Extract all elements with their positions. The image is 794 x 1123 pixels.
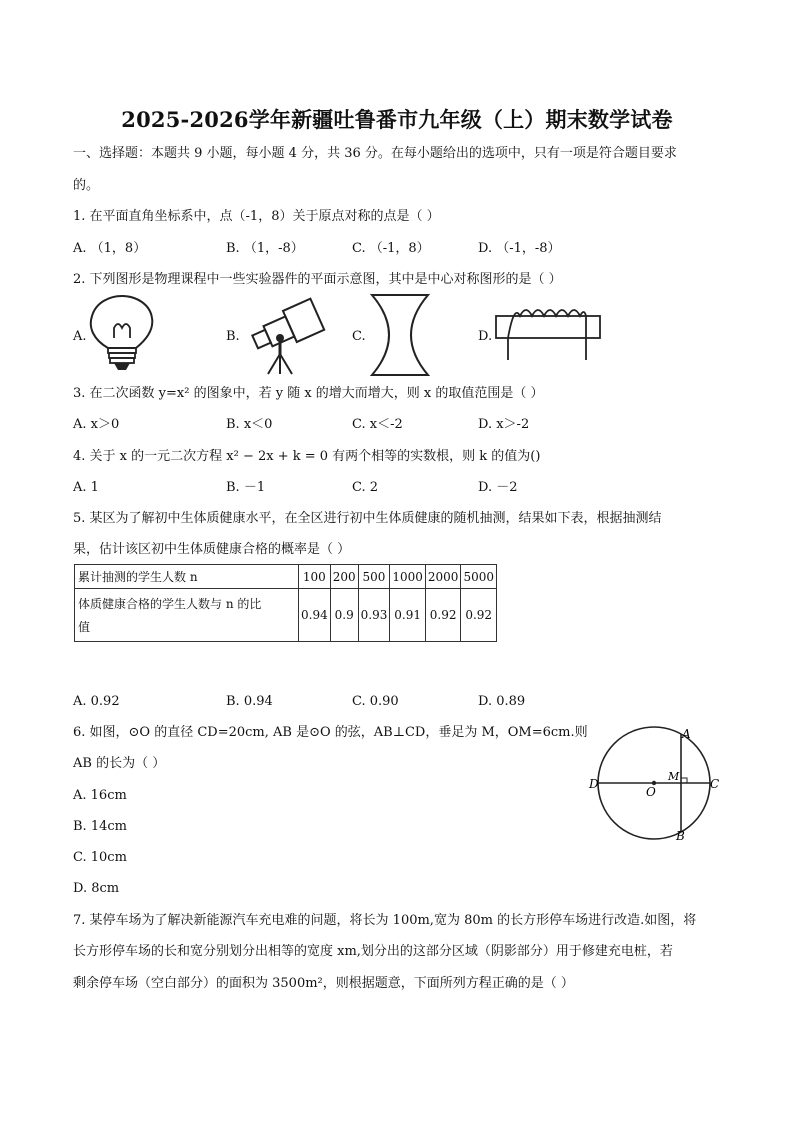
q5-option-b[interactable]: B. 0.94 xyxy=(226,694,273,709)
section-heading: 一、选择题：本题共 9 小题，每小题 4 分，共 36 分。在每小题给出的选项中，只有一项是符合题目要求 xyxy=(73,146,677,161)
results-table xyxy=(74,564,497,642)
q2-option-d[interactable]: D. xyxy=(478,329,493,344)
label-m: M xyxy=(668,770,680,783)
table-cell: 200 xyxy=(330,565,358,589)
q1-option-b[interactable]: B. （1，-8） xyxy=(226,241,304,256)
question-4-stem: 4. 关于 x 的一元二次方程 x² − 2x + k = 0 有两个相等的实数根，则 k 的值为() xyxy=(73,449,541,464)
q2-option-c[interactable]: C. xyxy=(352,329,366,344)
q1-option-d[interactable]: D. （-1，-8） xyxy=(478,241,561,256)
table-header-line: 值 xyxy=(78,620,91,634)
question-6-stem: 6. 如图，⊙O 的直径 CD=20cm, AB 是⊙O 的弦，AB⊥CD，垂足为 M，OM=6cm.则 xyxy=(73,725,588,740)
q1-option-a[interactable]: A. （1，8） xyxy=(73,241,147,256)
q4-option-c[interactable]: C. 2 xyxy=(352,480,379,495)
q3-option-c[interactable]: C. x＜-2 xyxy=(352,417,403,432)
table-cell: 0.93 xyxy=(358,589,390,642)
question-1-stem: 1. 在平面直角坐标系中，点（-1，8）关于原点对称的点是（ ） xyxy=(73,209,440,224)
q5-option-d[interactable]: D. 0.89 xyxy=(478,694,526,709)
label-d: D xyxy=(589,777,599,791)
table-cell: 0.92 xyxy=(461,589,497,642)
q4-option-a[interactable]: A. 1 xyxy=(73,480,99,495)
telescope-icon xyxy=(242,294,326,376)
question-7-stem: 7. 某停车场为了解决新能源汽车充电难的问题，将长为 100m,宽为 80m 的长方形停车场进行改造.如图，将 xyxy=(73,913,697,928)
lightbulb-icon xyxy=(84,294,162,376)
table-cell: 5000 xyxy=(461,565,497,589)
table-cell: 2000 xyxy=(425,565,461,589)
q6-option-d[interactable]: D. 8cm xyxy=(73,881,120,896)
table-header-cell: 累计抽测的学生人数 n xyxy=(75,565,299,589)
q3-option-a[interactable]: A. x＞0 xyxy=(73,417,120,432)
q6-option-a[interactable]: A. 16cm xyxy=(73,788,127,803)
table-cell: 0.94 xyxy=(299,589,331,642)
q3-option-d[interactable]: D. x＞-2 xyxy=(478,417,530,432)
table-header-cell xyxy=(75,589,299,642)
table-header-line: 体质健康合格的学生人数与 n 的比 xyxy=(78,597,262,611)
table-row xyxy=(75,589,497,642)
table-cell: 100 xyxy=(299,565,331,589)
q2-option-a[interactable]: A. xyxy=(73,329,87,344)
label-c: C xyxy=(710,777,720,791)
table-cell: 1000 xyxy=(390,565,426,589)
coil-icon xyxy=(492,302,604,368)
question-5-stem: 5. 某区为了解初中生体质健康水平，在全区进行初中生体质健康的随机抽测，结果如下表，根据抽测结 xyxy=(73,511,662,526)
table-cell: 0.9 xyxy=(330,589,358,642)
circle-figure xyxy=(586,724,726,848)
q4-option-b[interactable]: B. －1 xyxy=(226,480,266,495)
section-heading-cont: 的。 xyxy=(73,178,100,193)
table-row xyxy=(75,565,497,589)
label-a: A xyxy=(682,727,691,741)
label-o: O xyxy=(646,785,656,799)
question-3-stem: 3. 在二次函数 y=x² 的图象中，若 y 随 x 的增大而增大，则 x 的取值范围是（ ） xyxy=(73,386,544,401)
label-b: B xyxy=(676,829,685,843)
question-2-stem: 2. 下列图形是物理课程中一些实验器件的平面示意图，其中是中心对称图形的是（ ） xyxy=(73,272,562,287)
q5-option-c[interactable]: C. 0.90 xyxy=(352,694,399,709)
page-title: 2025-2026学年新疆吐鲁番市九年级（上）期末数学试卷 xyxy=(121,107,673,132)
q6-option-c[interactable]: C. 10cm xyxy=(73,850,127,865)
table-cell: 500 xyxy=(358,565,390,589)
table-cell: 0.91 xyxy=(390,589,426,642)
table-cell: 0.92 xyxy=(425,589,461,642)
q2-option-b[interactable]: B. xyxy=(226,329,240,344)
question-7-stem-cont: 长方形停车场的长和宽分别划分出相等的宽度 xm,划分出的这部分区域（阴影部分）用于修建充电桩，若 xyxy=(73,944,673,959)
question-7-stem-cont-2: 剩余停车场（空白部分）的面积为 3500m²，则根据题意，下面所列方程正确的是（ ） xyxy=(73,976,574,991)
q6-option-b[interactable]: B. 14cm xyxy=(73,819,127,834)
q1-option-c[interactable]: C. （-1，8） xyxy=(352,241,430,256)
question-6-stem-cont: AB 的长为（ ） xyxy=(73,756,166,771)
q3-option-b[interactable]: B. x＜0 xyxy=(226,417,273,432)
question-5-stem-cont: 果，估计该区初中生体质健康合格的概率是（ ） xyxy=(73,542,351,557)
concave-lens-icon xyxy=(368,293,432,377)
q5-option-a[interactable]: A. 0.92 xyxy=(73,694,120,709)
q4-option-d[interactable]: D. －2 xyxy=(478,480,518,495)
